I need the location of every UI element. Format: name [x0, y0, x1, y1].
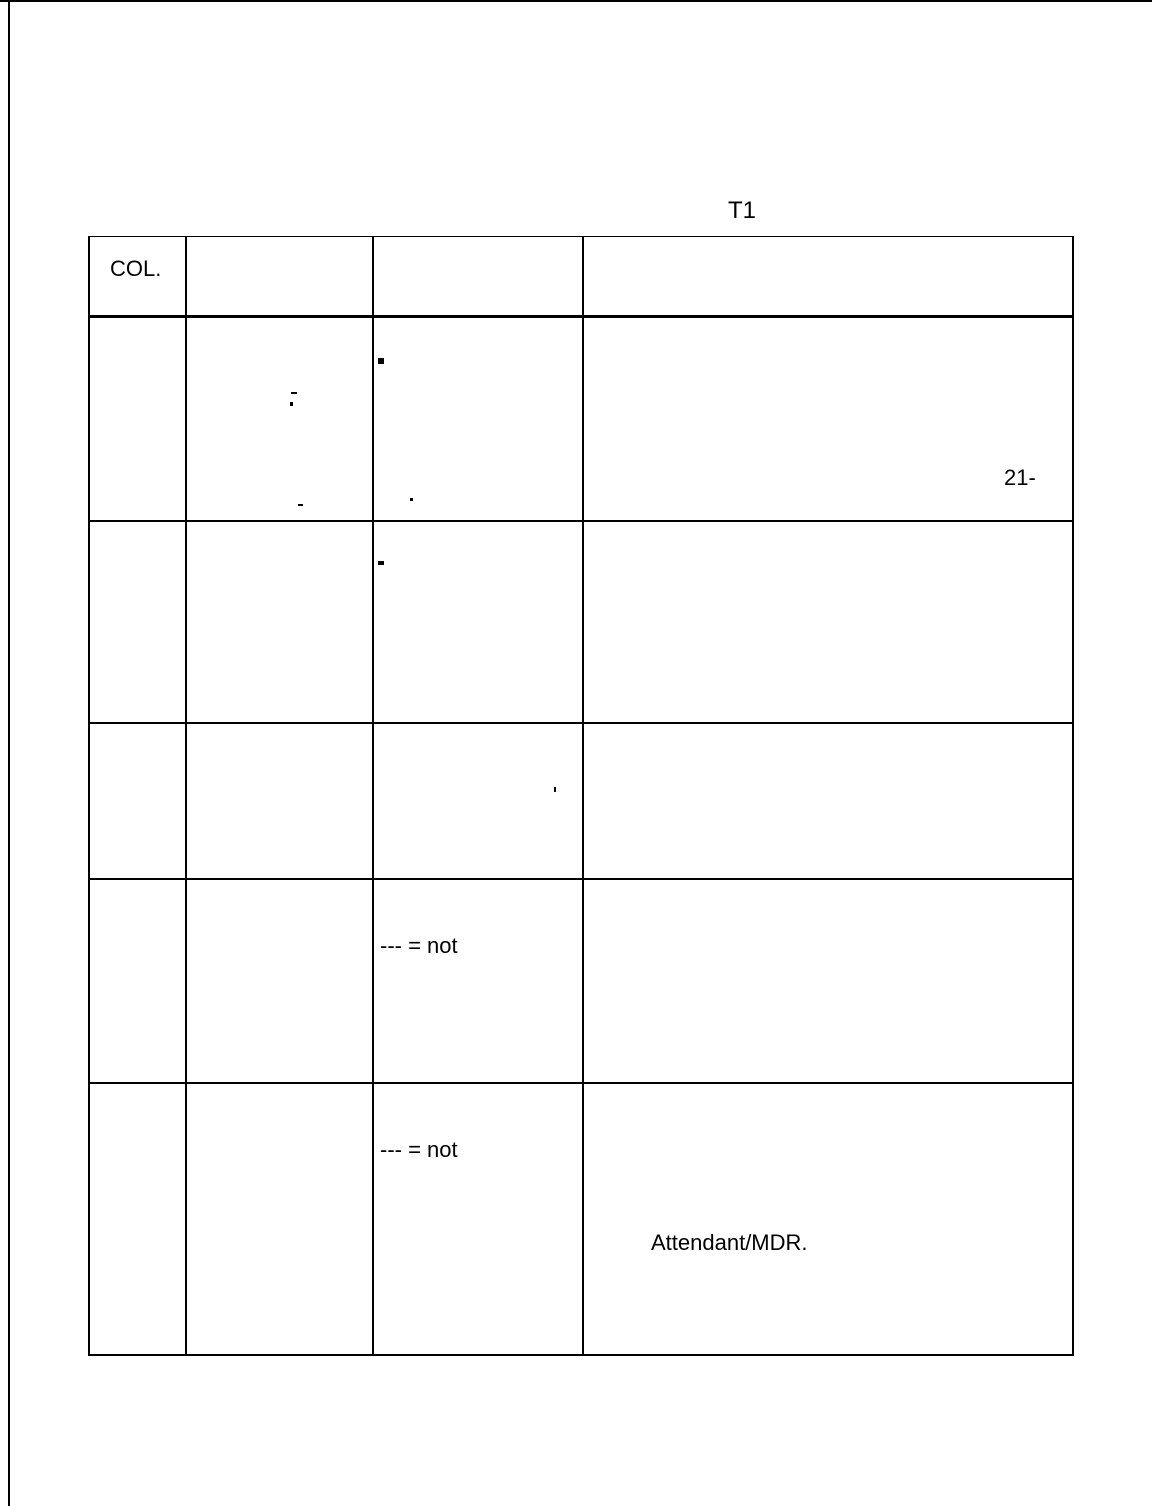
row-divider-1	[88, 520, 1074, 522]
scan-speck	[290, 402, 293, 406]
row4-values-text: --- = not	[380, 933, 458, 958]
column-divider-2	[372, 236, 374, 1356]
row1-description-fragment: 21-	[1004, 465, 1036, 490]
table-left-border	[88, 236, 90, 1356]
scan-speck	[554, 787, 556, 792]
scan-speck	[378, 358, 384, 364]
row-divider-4	[88, 1082, 1074, 1084]
page-heading-fragment: T1	[728, 197, 757, 224]
scan-speck	[298, 504, 303, 506]
page-left-rule	[8, 0, 10, 1506]
table-right-border	[1072, 236, 1074, 1356]
scan-speck	[378, 561, 384, 565]
header-divider	[88, 315, 1074, 318]
row-divider-3	[88, 878, 1074, 880]
scan-speck	[291, 392, 297, 394]
row5-values-text: --- = not	[380, 1137, 458, 1162]
table-bottom-border	[88, 1354, 1074, 1356]
table-top-border	[88, 236, 1074, 237]
column-divider-3	[582, 236, 584, 1356]
column-divider-1	[185, 236, 187, 1356]
row5-description-fragment: Attendant/MDR.	[651, 1230, 808, 1255]
scan-speck	[410, 498, 413, 501]
record-format-table	[88, 236, 1074, 1356]
row-divider-2	[88, 722, 1074, 724]
column-header-col: COL.	[110, 256, 162, 281]
page-top-rule	[0, 0, 1152, 2]
